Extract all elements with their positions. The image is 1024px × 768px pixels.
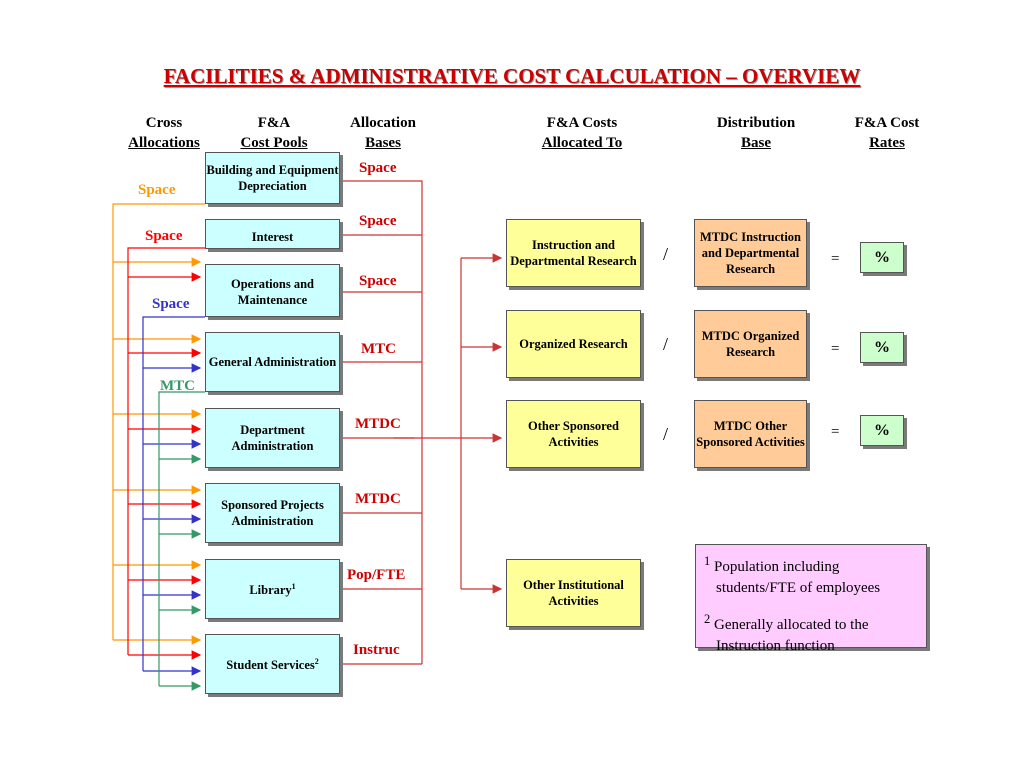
header-line: Base <box>741 135 771 151</box>
divide-operator: / <box>663 334 669 354</box>
pool-student-services <box>205 634 340 694</box>
basis-student-services: Instruc <box>353 642 400 658</box>
header-line: Allocated To <box>541 135 623 151</box>
header-cost-rates <box>840 113 934 153</box>
basis-general-administration: MTC <box>361 341 396 357</box>
equals-operator: = <box>831 424 840 440</box>
pool-depreciation <box>205 152 340 204</box>
rate-organized-research <box>860 332 904 363</box>
footnotes-box <box>695 544 927 654</box>
cross-lines-green <box>159 392 205 686</box>
cross-lines-blue <box>143 317 205 671</box>
rate-instruction <box>860 242 904 273</box>
pool-sponsored-projects-administration <box>205 483 340 543</box>
equals-operator: = <box>831 251 840 267</box>
header-line: F&A Cost <box>854 115 920 131</box>
divide-operator: / <box>663 424 669 444</box>
basis-operations-maintenance: Space <box>359 273 397 289</box>
distribution-label: MTDC Other Sponsored Activities <box>696 419 805 449</box>
target-label: Instruction and Departmental Research <box>510 238 637 268</box>
basis-depreciation: Space <box>359 160 397 176</box>
basis-department-administration: MTDC <box>355 416 401 432</box>
cross-label-space-blue: Space <box>152 296 190 312</box>
distribution-label: MTDC Organized Research <box>701 329 800 359</box>
distribution-label: MTDC Instruction and Departmental Research <box>699 230 802 276</box>
rate-label: % <box>874 421 890 439</box>
header-line: F&A Costs <box>546 115 618 131</box>
footnote-text: Generally allocated to the Instruction function <box>714 617 869 654</box>
divide-operator: / <box>663 244 669 264</box>
footnote-number: 2 <box>704 612 711 626</box>
target-label: Other Institutional Activities <box>523 578 624 608</box>
pool-label: General Administration <box>208 355 337 369</box>
rate-other-sponsored <box>860 415 904 446</box>
header-line: Cross <box>145 115 183 131</box>
target-label: Other Sponsored Activities <box>528 419 619 449</box>
header-allocation-bases <box>336 113 430 153</box>
pool-label: Interest <box>251 230 294 244</box>
distribution-other-sponsored <box>694 400 807 468</box>
header-line: Distribution <box>716 115 796 131</box>
header-line: Cost Pools <box>240 135 308 151</box>
header-costs-allocated-to <box>524 113 640 153</box>
header-cross-allocations <box>115 113 213 153</box>
distribution-organized-research <box>694 310 807 378</box>
header-cost-pools <box>228 113 320 153</box>
pool-label: Sponsored Projects Administration <box>221 498 324 528</box>
pool-general-administration <box>205 332 340 392</box>
rate-label: % <box>874 338 890 356</box>
page-title: FACILITIES & ADMINISTRATIVE COST CALCULATION – OVERVIEW <box>163 64 861 88</box>
pool-label: Library <box>249 583 292 598</box>
footnote-text: Population including students/FTE of employees <box>714 559 881 596</box>
basis-interest: Space <box>359 213 397 229</box>
target-other-institutional <box>506 559 641 627</box>
footnote-1 <box>704 551 918 599</box>
header-line: Allocations <box>128 135 200 151</box>
basis-library: Pop/FTE <box>347 567 406 583</box>
pool-label: Department Administration <box>231 423 314 453</box>
pool-library <box>205 559 340 619</box>
footnote-ref: 1 <box>291 582 296 592</box>
cross-label-mtc-green: MTC <box>160 378 195 394</box>
header-line: Bases <box>365 135 401 151</box>
rate-label: % <box>874 248 890 266</box>
cross-label-space-orange: Space <box>138 182 176 198</box>
target-organized-research <box>506 310 641 378</box>
target-other-sponsored <box>506 400 641 468</box>
header-distribution-base <box>700 113 812 153</box>
header-line: Rates <box>869 135 905 151</box>
footnote-number: 1 <box>704 554 711 568</box>
pool-department-administration <box>205 408 340 468</box>
pool-interest <box>205 219 340 249</box>
header-line: Allocation <box>350 115 416 131</box>
pool-label: Building and Equipment Depreciation <box>206 163 339 193</box>
target-label: Organized Research <box>519 337 628 351</box>
header-line: F&A <box>257 115 291 131</box>
target-instruction <box>506 219 641 287</box>
distribution-instruction <box>694 219 807 287</box>
equals-operator: = <box>831 341 840 357</box>
pool-operations-maintenance <box>205 264 340 317</box>
pool-label: Operations and Maintenance <box>230 277 314 307</box>
pool-label: Student Services <box>226 658 315 673</box>
footnote-2 <box>704 609 918 657</box>
cross-label-space-red: Space <box>145 228 183 244</box>
basis-sponsored-projects: MTDC <box>355 491 401 507</box>
footnote-ref: 2 <box>314 657 319 667</box>
